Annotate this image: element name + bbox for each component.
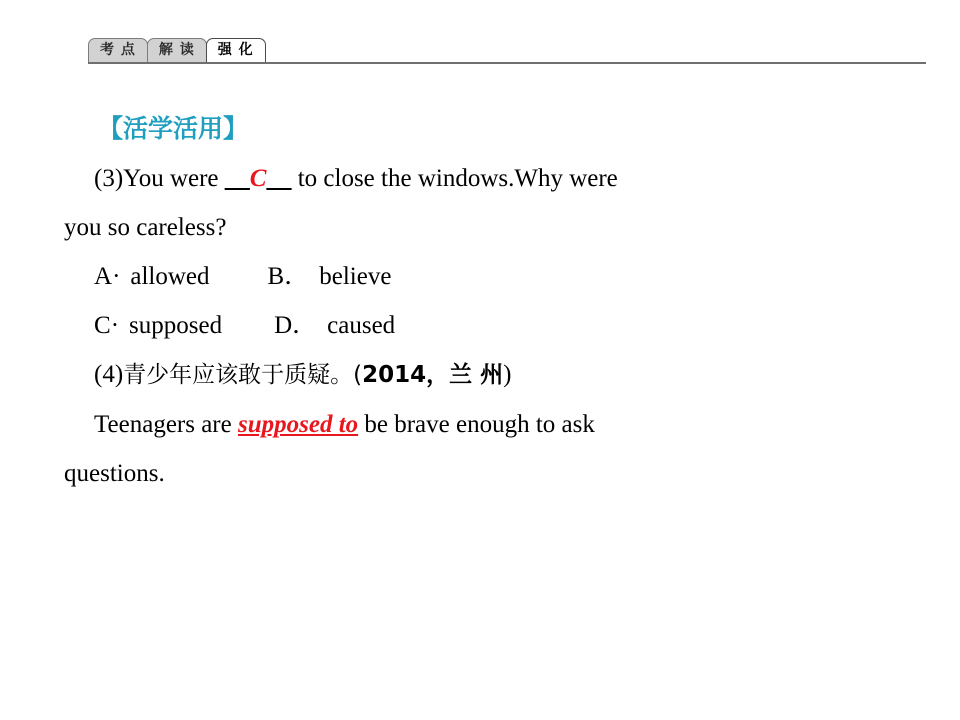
option-d-text: caused — [327, 312, 396, 339]
blank-answer: C — [249, 165, 267, 192]
question-4-chinese: 青少年应该敢于质疑。( — [123, 362, 363, 388]
question-3-line-2: you so careless? — [64, 214, 227, 241]
option-a-sep: · — [112, 263, 121, 290]
option-d-sep: ． — [292, 312, 318, 339]
header-rule — [88, 62, 926, 64]
option-c-key: C — [94, 312, 111, 339]
option-b-key: B — [267, 263, 285, 290]
tab-bar — [88, 34, 265, 62]
question-4-comma: ， — [426, 362, 450, 388]
blank-right: __ — [266, 165, 292, 192]
option-d-key: D — [274, 312, 293, 339]
answer-phrase: supposed to — [237, 411, 359, 438]
option-c-sep: · — [110, 312, 120, 339]
question-4-city: 兰 州 — [449, 362, 504, 388]
blank-left: __ — [224, 165, 250, 192]
option-a-key: A — [94, 263, 113, 290]
question-3-stem-before: You were — [123, 165, 225, 192]
question-3-stem-after: to close the windows.Why were — [291, 165, 618, 192]
option-b-sep: ． — [284, 263, 310, 290]
question-4-answer-line-2: questions. — [64, 460, 165, 487]
question-4-close-paren: ) — [503, 361, 512, 388]
question-4-number: (4) — [94, 361, 124, 388]
option-b-text: believe — [319, 263, 392, 290]
tab-qianghua[interactable]: 强 化 — [206, 38, 266, 62]
section-heading: 【活学活用】 — [98, 114, 249, 143]
option-c-text: supposed — [129, 312, 223, 339]
question-4-line-1 — [94, 350, 904, 400]
option-a-text: allowed — [130, 263, 210, 290]
tab-jiedu[interactable]: 解 读 — [147, 38, 207, 62]
tab-kaodian[interactable]: 考 点 — [88, 38, 148, 62]
question-3-number: (3) — [94, 165, 124, 192]
question-4-year: 2014 — [362, 362, 427, 388]
question-3-options-row-2 — [94, 301, 904, 350]
answer-before: Teenagers are — [94, 411, 238, 438]
question-3-line-1 — [94, 154, 904, 203]
question-4-answer-line-1 — [94, 400, 904, 449]
answer-after: be brave enough to ask — [358, 411, 595, 438]
slide-content — [64, 110, 904, 498]
question-3-options-row-1 — [94, 252, 904, 301]
